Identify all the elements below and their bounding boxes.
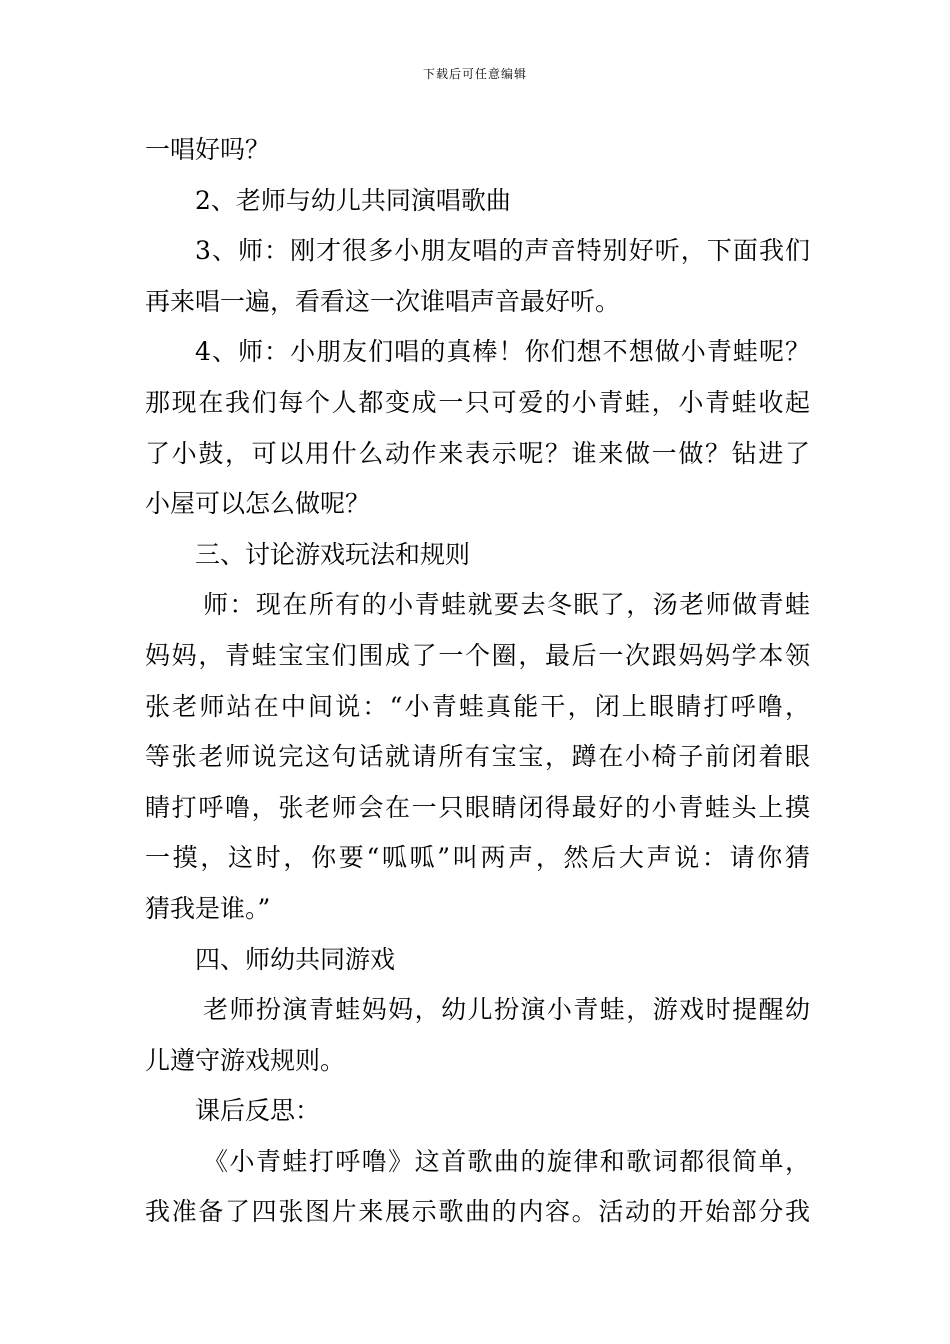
text-line: 妈妈，青蛙宝宝们围成了一个圈，最后一次跟妈妈学本领 bbox=[145, 640, 810, 670]
text-line: 老师扮演青蛙妈妈，幼儿扮演小青蛙，游戏时提醒幼 bbox=[203, 995, 810, 1025]
section-heading: 四、师幼共同游戏 bbox=[195, 944, 396, 974]
text-line: 睛打呼噜，张老师会在一只眼睛闭得最好的小青蛙头上摸 bbox=[145, 792, 810, 822]
text-line: 张老师站在中间说：“小青蛙真能干，闭上眼睛打呼噜， bbox=[145, 691, 810, 721]
text-line: 一唱好吗？ bbox=[145, 135, 271, 164]
text-line: 4、师：小朋友们唱的真棒！你们想不想做小青蛙呢？ bbox=[195, 337, 810, 367]
text-line: 一摸，这时，你要“呱呱”叫两声，然后大声说：请你猜 bbox=[145, 843, 810, 873]
document-body bbox=[145, 125, 810, 1238]
text-line: 那现在我们每个人都变成一只可爱的小青蛙，小青蛙收起 bbox=[145, 387, 810, 417]
text-line: 《小青蛙打呼噜》这首歌曲的旋律和歌词都很简单， bbox=[203, 1146, 810, 1176]
text-line: 3、师：刚才很多小朋友唱的声音特别好听，下面我们 bbox=[195, 236, 810, 266]
text-line: 了小鼓，可以用什么动作来表示呢？谁来做一做？钻进了 bbox=[145, 438, 810, 468]
text-line: 等张老师说完这句话就请所有宝宝，蹲在小椅子前闭着眼 bbox=[145, 742, 810, 772]
text-line: 小屋可以怎么做呢？ bbox=[145, 489, 371, 519]
text-line: 我准备了四张图片来展示歌曲的内容。活动的开始部分我 bbox=[145, 1197, 810, 1227]
page-header: 下载后可任意编辑 bbox=[422, 67, 527, 81]
section-heading: 课后反思： bbox=[195, 1096, 321, 1126]
section-heading: 三、讨论游戏玩法和规则 bbox=[195, 539, 471, 569]
text-line: 儿遵守游戏规则。 bbox=[145, 1045, 346, 1075]
text-line: 猜我是谁。” bbox=[145, 893, 271, 923]
text-line: 2、老师与幼儿共同演唱歌曲 bbox=[195, 185, 511, 215]
text-line: 师：现在所有的小青蛙就要去冬眠了，汤老师做青蛙 bbox=[203, 590, 810, 620]
text-line: 再来唱一遍，看看这一次谁唱声音最好听。 bbox=[145, 286, 621, 316]
